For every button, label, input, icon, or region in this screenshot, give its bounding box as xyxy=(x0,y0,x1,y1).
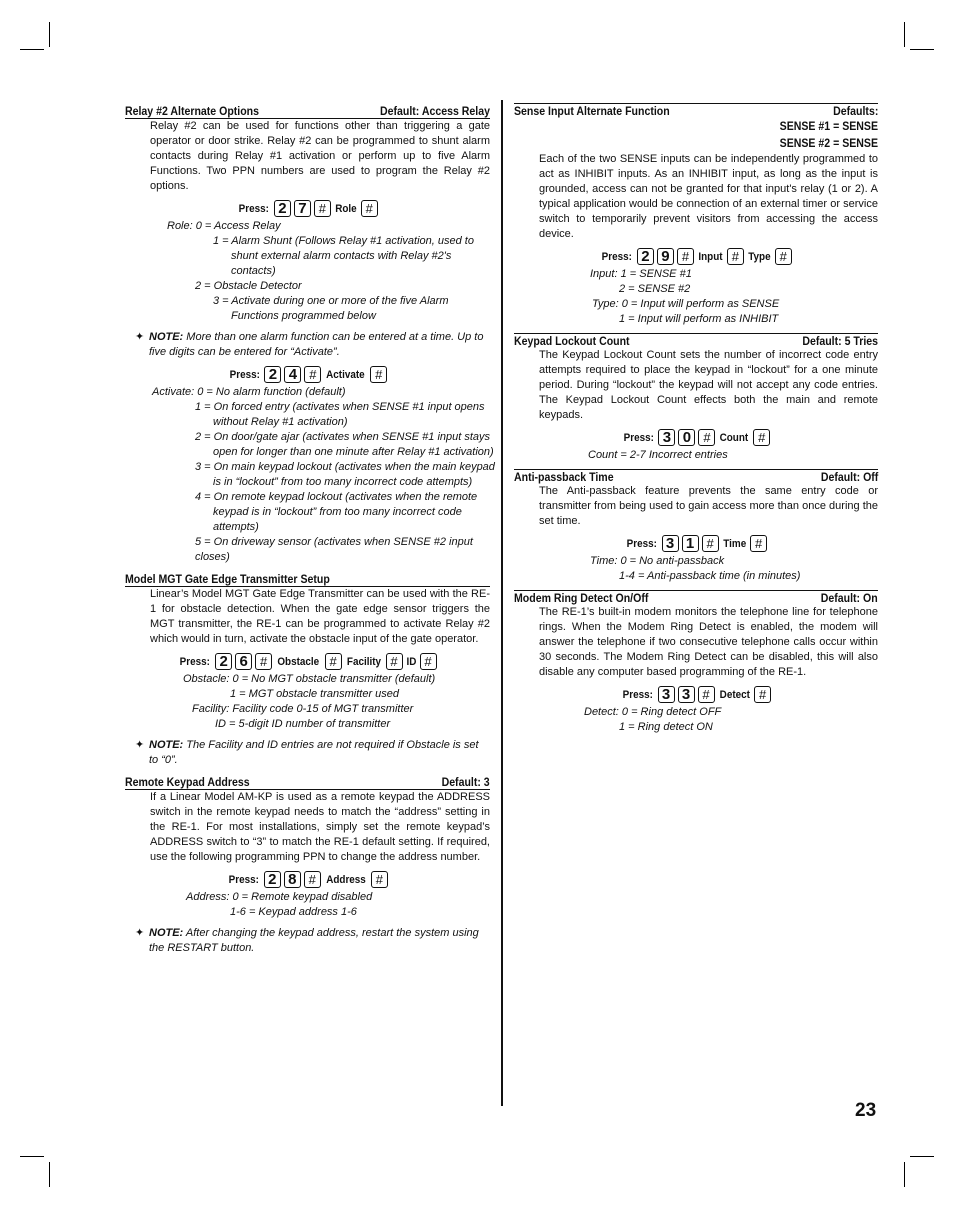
param-label: Detect xyxy=(719,688,750,701)
option-line: 1 = On forced entry (activates when SENSE #1 input opens without Relay #1 activation) xyxy=(195,401,485,428)
param-label: Time xyxy=(722,537,746,550)
option-list xyxy=(125,672,490,732)
param-label: Address xyxy=(325,873,366,886)
section-body: The Anti-passback feature prevents the same entry code or transmitter from being used to gain access more than once during the set time. xyxy=(539,485,878,527)
key-1: 1 xyxy=(682,535,699,552)
key-3: 3 xyxy=(658,429,675,446)
section-default: Default: Off xyxy=(820,470,878,484)
section-body: Each of the two SENSE inputs can be independently programmed to act as INHIBIT inputs. As an INHIBIT input, as long as the input is grounded, access can not be granted for that input's relay (1 or 2). A typical application would be connection of an external timer or service switch to temporarily prevent visitors from accessing the access device. xyxy=(539,153,878,240)
crop-mark xyxy=(49,22,50,47)
press-label: Press: xyxy=(229,368,260,381)
section-header xyxy=(125,103,490,119)
option-line: 1-6 = Keypad address 1-6 xyxy=(230,906,357,918)
star-bullet-icon: ✦ xyxy=(135,331,145,343)
option-line: 2 = On door/gate ajar (activates when SENSE #1 input stays open for longer than one minute after Relay #1 activation) xyxy=(195,431,494,458)
section-title: Remote Keypad Address xyxy=(125,775,250,789)
hash-key-icon: # xyxy=(386,653,403,670)
hash-key-icon: # xyxy=(304,366,321,383)
option-line: Input: 1 = SENSE #1 xyxy=(590,268,692,280)
crop-mark xyxy=(910,49,934,50)
keypad-lockout-section xyxy=(514,333,878,463)
hash-key-icon: # xyxy=(420,653,437,670)
hash-key-icon: # xyxy=(370,366,387,383)
press-label: Press: xyxy=(601,250,633,263)
section-title: Keypad Lockout Count xyxy=(514,334,630,348)
option-list xyxy=(514,554,878,584)
key-9: 9 xyxy=(657,248,674,265)
key-8: 8 xyxy=(284,871,301,888)
section-header xyxy=(514,590,878,605)
note xyxy=(135,330,490,360)
option-line: 3 = On main keypad lockout (activates when the main keypad is in “lockout” from too many incorrect code attempts) xyxy=(195,461,495,488)
hash-key-icon: # xyxy=(255,653,272,670)
param-label: Role xyxy=(335,202,357,215)
press-label: Press: xyxy=(180,655,211,668)
option-list xyxy=(125,219,490,324)
section-body: If a Linear Model AM-KP is used as a remote keypad the ADDRESS switch in the remote keypad needs to match the “address” setting in the RE-1. For most installations, simply set the remote keypad’s ADDRESS switch to “3” to match the RE-1 default setting. If required, use the following programming PPN to change the address number. xyxy=(150,791,490,863)
param-label: Input xyxy=(698,250,723,263)
star-bullet-icon: ✦ xyxy=(135,739,145,751)
key-3: 3 xyxy=(658,686,675,703)
param-label: Count xyxy=(720,431,749,444)
option-line: ID = 5-digit ID number of transmitter xyxy=(215,718,391,730)
key-2: 2 xyxy=(215,653,232,670)
crop-mark xyxy=(20,1156,44,1157)
key-6: 6 xyxy=(235,653,252,670)
note-label: NOTE: xyxy=(149,739,184,751)
option-line: Obstacle: 0 = No MGT obstacle transmitter (default) xyxy=(183,673,436,685)
option-line: 1 = Alarm Shunt (Follows Relay #1 activation, used to shunt external alarm contacts with Relay #2's contacts) xyxy=(213,235,474,277)
option-line: Role: 0 = Access Relay xyxy=(167,220,281,232)
option-line: 1-4 = Anti-passback time (in minutes) xyxy=(619,570,801,582)
hash-key-icon: # xyxy=(753,429,770,446)
option-list xyxy=(514,448,878,463)
anti-passback-section xyxy=(514,469,878,584)
note xyxy=(135,926,490,956)
section-default: Default: On xyxy=(821,591,878,605)
section-title: Modem Ring Detect On/Off xyxy=(514,591,649,605)
press-sequence xyxy=(125,653,490,670)
press-label: Press: xyxy=(228,873,260,886)
option-list xyxy=(125,385,495,565)
option-line: 5 = On driveway sensor (activates when SENSE #2 input closes) xyxy=(195,536,473,563)
option-line: Address: 0 = Remote keypad disabled xyxy=(186,891,373,903)
star-bullet-icon: ✦ xyxy=(135,927,145,939)
section-header xyxy=(514,469,878,484)
note-text: After changing the keypad address, restart the system using the RESTART button. xyxy=(149,927,479,954)
note xyxy=(135,738,490,768)
option-line: Type: 0 = Input will perform as SENSE xyxy=(592,298,780,310)
note-label: NOTE: xyxy=(149,927,184,939)
option-list xyxy=(514,267,878,327)
hash-key-icon: # xyxy=(371,871,388,888)
press-sequence xyxy=(514,429,878,446)
crop-mark xyxy=(20,49,44,50)
section-title: Relay #2 Alternate Options xyxy=(125,104,260,118)
sense-section xyxy=(514,103,878,327)
option-line: 2 = SENSE #2 xyxy=(619,283,691,295)
option-line: 3 = Activate during one or more of the five Alarm Functions programmed below xyxy=(213,295,449,322)
option-line: Detect: 0 = Ring detect OFF xyxy=(584,706,722,718)
option-list xyxy=(514,705,878,735)
key-7: 7 xyxy=(294,200,311,217)
option-line: Time: 0 = No anti-passback xyxy=(590,555,725,567)
section-title: Anti-passback Time xyxy=(514,470,614,484)
column-divider xyxy=(501,100,503,1106)
hash-key-icon: # xyxy=(314,200,331,217)
defaults-list xyxy=(514,118,878,152)
section-body: The RE-1’s built-in modem monitors the telephone line for telephone rings. When the Modem Ring Detect is enabled, the modem will answer the telephone if two consecutive telephone calls occur within 30 seconds. The Modem Ring Detect can be disabled, this will also disable any computer based programming of the RE-1. xyxy=(539,606,878,678)
option-line: 2 = Obstacle Detector xyxy=(195,280,302,292)
section-header xyxy=(514,103,878,118)
hash-key-icon: # xyxy=(677,248,694,265)
hash-key-icon: # xyxy=(325,653,342,670)
press-sequence xyxy=(125,871,490,888)
hash-key-icon: # xyxy=(304,871,321,888)
section-header xyxy=(514,333,878,348)
key-2: 2 xyxy=(637,248,654,265)
hash-key-icon: # xyxy=(754,686,771,703)
page-number: 23 xyxy=(855,1100,877,1121)
crop-mark xyxy=(904,1162,905,1187)
press-label: Press: xyxy=(622,688,653,701)
hash-key-icon: # xyxy=(727,248,744,265)
option-list xyxy=(125,890,490,920)
key-2: 2 xyxy=(264,871,281,888)
hash-key-icon: # xyxy=(361,200,378,217)
press-sequence xyxy=(125,200,490,217)
option-line: 4 = On remote keypad lockout (activates when the remote keypad is in “lockout” from too many incorrect code attempts) xyxy=(195,491,478,533)
param-label: Obstacle xyxy=(277,655,320,668)
key-3: 3 xyxy=(662,535,679,552)
section-default: Default: 3 xyxy=(441,775,490,789)
crop-mark xyxy=(49,1162,50,1187)
crop-mark xyxy=(904,22,905,47)
option-line: 1 = Input will perform as INHIBIT xyxy=(619,313,779,325)
option-line: Activate: 0 = No alarm function (default) xyxy=(152,386,346,398)
press-label: Press: xyxy=(626,537,657,550)
section-default: Default: Access Relay xyxy=(380,104,490,118)
section-default: Defaults: xyxy=(832,104,878,118)
section-body: The Keypad Lockout Count sets the number of incorrect code entry attempts required to place the keypad in “lockout” for a one minute period. During “lockout” the keypad will not accept any code entries. The Keypad Lockout Count effects both the main and remote keypads. xyxy=(539,349,878,421)
key-3: 3 xyxy=(678,686,695,703)
param-label: Activate xyxy=(326,368,366,381)
press-label: Press: xyxy=(623,431,654,444)
remote-keypad-section xyxy=(125,774,490,956)
mgt-section xyxy=(125,571,490,768)
press-sequence xyxy=(514,686,878,703)
param-label: Facility xyxy=(346,655,381,668)
note-text: More than one alarm function can be entered at a time. Up to five digits can be entered for “Activate”. xyxy=(149,331,484,358)
section-title: Model MGT Gate Edge Transmitter Setup xyxy=(125,572,330,586)
note-label: NOTE: xyxy=(149,331,184,343)
key-2: 2 xyxy=(264,366,281,383)
section-body: Linear’s Model MGT Gate Edge Transmitter can be used with the RE-1 for obstacle detection. When the gate edge sensor triggers the MGT transmitter, the RE-1 can be programmed to activate Relay #2 which would in turn, activate the obstacle input of the gate operator. xyxy=(150,588,490,645)
hash-key-icon: # xyxy=(698,429,715,446)
left-column xyxy=(125,103,495,961)
hash-key-icon: # xyxy=(750,535,767,552)
param-label: ID xyxy=(406,655,416,668)
option-line: Count = 2-7 Incorrect entries xyxy=(588,449,728,461)
press-label: Press: xyxy=(238,202,270,215)
section-default: Default: 5 Tries xyxy=(802,334,878,348)
relay2-section xyxy=(125,103,495,565)
param-label: Type xyxy=(748,250,771,263)
crop-mark xyxy=(910,1156,934,1157)
default-value: SENSE #1 = SENSE xyxy=(779,119,878,133)
press-sequence xyxy=(125,366,490,383)
key-0: 0 xyxy=(678,429,695,446)
key-4: 4 xyxy=(284,366,301,383)
press-sequence xyxy=(514,248,878,265)
hash-key-icon: # xyxy=(775,248,792,265)
key-2: 2 xyxy=(274,200,291,217)
hash-key-icon: # xyxy=(702,535,719,552)
option-line: 1 = MGT obstacle transmitter used xyxy=(230,688,400,700)
note-text: The Facility and ID entries are not required if Obstacle is set to “0”. xyxy=(149,739,479,766)
section-title: Sense Input Alternate Function xyxy=(514,104,670,118)
default-value: SENSE #2 = SENSE xyxy=(779,136,878,150)
modem-ring-section xyxy=(514,590,878,735)
option-line: 1 = Ring detect ON xyxy=(619,721,713,733)
hash-key-icon: # xyxy=(698,686,715,703)
section-body: Relay #2 can be used for functions other than triggering a gate operator or door strike. Relay #2 can be programmed to shunt alarm contacts during Relay #1 activation or perform up to five Alarm Functions. Two PPN numbers are used to program the Relay #2 options. xyxy=(150,120,490,192)
section-header xyxy=(125,774,490,790)
option-line: Facility: Facility code 0-15 of MGT transmitter xyxy=(192,703,414,715)
right-column xyxy=(514,103,878,740)
section-header xyxy=(125,571,490,587)
press-sequence xyxy=(514,535,878,552)
